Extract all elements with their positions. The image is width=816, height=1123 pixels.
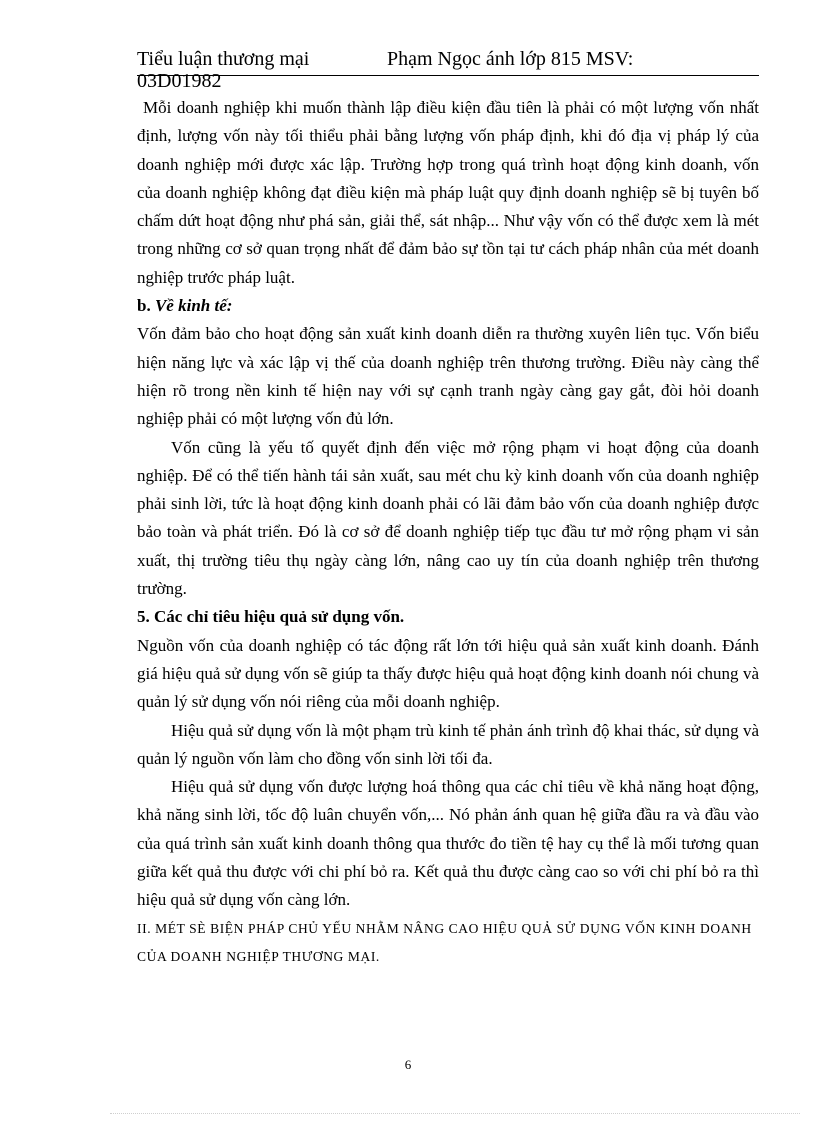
heading-economic-text: Về kinh tế: xyxy=(154,296,233,316)
heading-efficiency-indicators: 5. Các chỉ tiêu hiệu quả sử dụng vốn. xyxy=(137,607,405,627)
paragraph-efficiency-quantified: Hiệu quả sử dụng vốn được lượng hoá thông qua các chỉ tiêu về khả năng hoạt động, khả năng sinh lời, tốc độ luân chuyển vốn,... Nó phản ánh quan hệ giữa đầu ra và đầu vào của quá trình sản xuất kinh doanh thông qua thước đo tiền tệ hay cụ thể là mối tương quan giữa kết quả thu được với chi phí bỏ ra. Kết quả thu được càng cao so với chi phí bỏ ra thì hiệu quả sử dụng vốn càng lớn. xyxy=(137,777,759,910)
header-line xyxy=(137,48,759,70)
paragraph-capital-operations: Vốn đảm bảo cho hoạt động sản xuất kinh doanh diễn ra thường xuyên liên tục. Vốn biểu hiện năng lực và xác lập vị thế của doanh nghiệp trên thương trường. Điều này càng thể hiện rõ trong nền kinh tế hiện nay với sự cạnh tranh ngày càng gay gắt, đòi hỏi doanh nghiệp phải có một lượng vốn đủ lớn. xyxy=(137,324,759,429)
paragraph-efficiency-definition: Hiệu quả sử dụng vốn là một phạm trù kinh tế phản ánh trình độ khai thác, sử dụng và quản lý nguồn vốn làm cho đồng vốn sinh lời tối đa. xyxy=(137,720,759,768)
heading-economic-prefix: b. xyxy=(137,296,151,316)
paragraph-capital-impact: Nguồn vốn của doanh nghiệp có tác động rất lớn tới hiệu quả sản xuất kinh doanh. Đánh giá hiệu quả sử dụng vốn sẽ giúp ta thấy được hiệu quả hoạt động kinh doanh nói chung và quản lý sử dụng vốn nói riêng của mỗi doanh nghiệp. xyxy=(137,635,759,712)
page-bottom-edge xyxy=(110,1113,800,1114)
header-course-title: Tiểu luận thương mại xyxy=(137,48,310,70)
header-student-id: 03D01982 xyxy=(137,70,222,92)
paragraph-capital-legal: Mỗi doanh nghiệp khi muốn thành lập điều kiện đầu tiên là phải có một lượng vốn nhất định, lượng vốn này tối thiểu phải bằng lượng vốn pháp định, khi đó địa vị pháp lý của doanh nghiệp mới được xác lập. Trường hợp trong quá trình hoạt động kinh doanh, vốn của doanh nghiệp không đạt điều kiện mà pháp luật quy định doanh nghiệp sẽ bị tuyên bố chấm dứt hoạt động như phá sản, giải thể, sát nhập... Như vậy vốn có thể được xem là mét trong những cơ sở quan trọng nhất để đảm bảo sự tồn tại tư cách pháp nhân của mét doanh nghiệp trước pháp luật. xyxy=(137,98,759,287)
heading-section-ii: II. MÉT SÈ BIỆN PHÁP CHỦ YẾU NHẰM NÂNG CAO HIỆU QUẢ SỬ DỤNG VỐN KINH DOANH CỦA DOANH NGHIỆP THƯƠNG MẠI. xyxy=(137,920,752,964)
paragraph-capital-expansion: Vốn cũng là yếu tố quyết định đến việc mở rộng phạm vi hoạt động của doanh nghiệp. Để có thể tiến hành tái sản xuất, sau mét chu kỳ kinh doanh vốn của doanh nghiệp phải sinh lời, tức là hoạt động kinh doanh phải có lãi đảm bảo vốn của doanh nghiệp được bảo toàn và phát triển. Đó là cơ sở để doanh nghiệp tiếp tục đầu tư mở rộng phạm vi sản xuất, thị trường tiêu thụ ngày càng lớn, nâng cao uy tín của doanh nghiệp trên thương trường. xyxy=(137,437,759,599)
header-divider xyxy=(137,75,759,76)
header-author: Phạm Ngọc ánh lớp 815 MSV: xyxy=(387,48,634,70)
document-body xyxy=(137,94,759,971)
page-number: 6 xyxy=(404,1057,412,1072)
heading-economic xyxy=(137,292,759,320)
page-header xyxy=(137,48,759,92)
